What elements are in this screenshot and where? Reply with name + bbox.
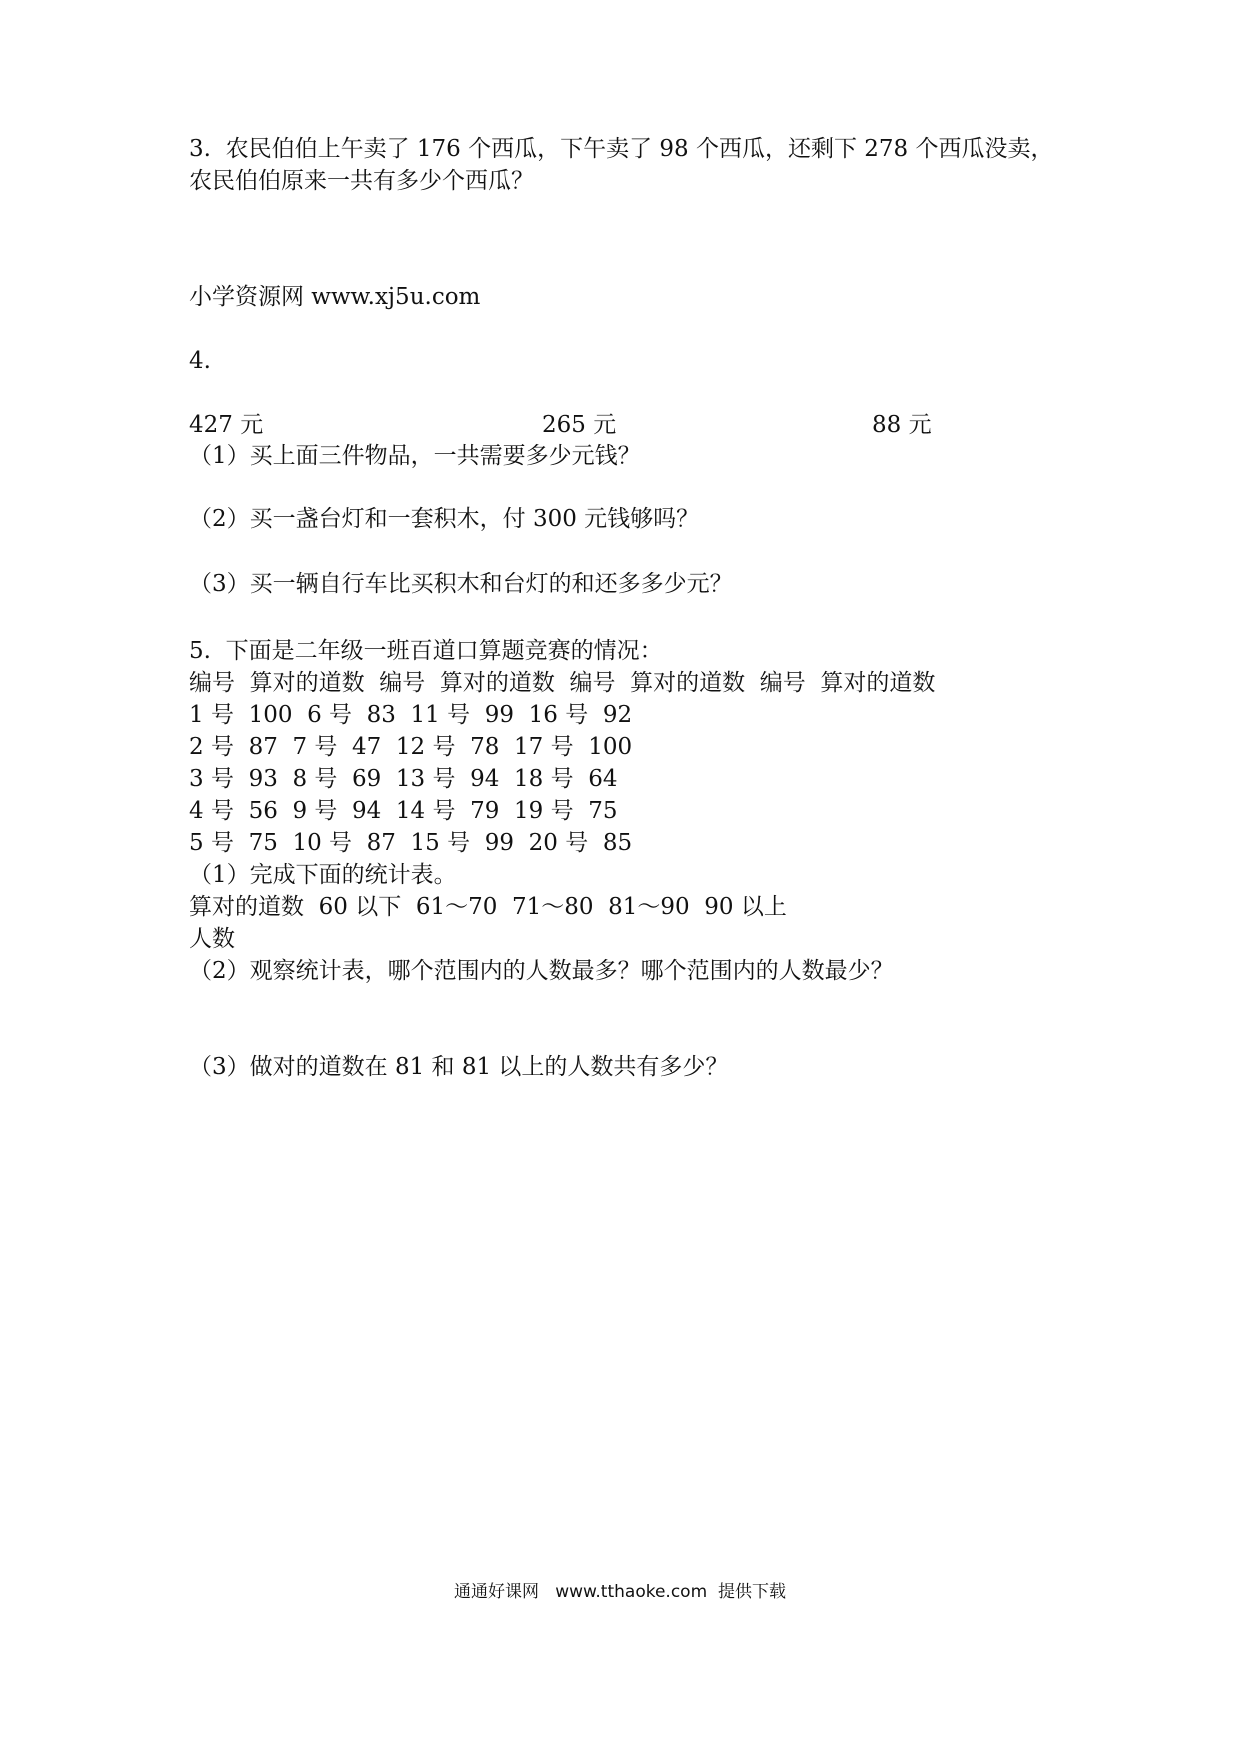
score-list-row: 2 号 87 7 号 47 12 号 78 17 号 100 bbox=[189, 734, 633, 760]
question-4-number: 4. bbox=[189, 348, 211, 374]
statistics-table-row: 人数 bbox=[189, 926, 235, 952]
question-4-sub-1: （1）买上面三件物品，一共需要多少元钱？ bbox=[189, 443, 641, 469]
price-item-1: 427 元 bbox=[189, 412, 264, 438]
score-list-row: 1 号 100 6 号 83 11 号 99 16 号 92 bbox=[189, 702, 633, 728]
question-5-sub-2: （2）观察统计表，哪个范围内的人数最多？哪个范围内的人数最少？ bbox=[189, 958, 894, 984]
question-3-line-2: 农民伯伯原来一共有多少个西瓜？ bbox=[189, 168, 534, 194]
question-3-line-1: 3. 农民伯伯上午卖了 176 个西瓜，下午卖了 98 个西瓜，还剩下 278 个西瓜没卖， bbox=[189, 136, 1054, 162]
score-list-header: 编号 算对的道数 编号 算对的道数 编号 算对的道数 编号 算对的道数 bbox=[189, 670, 936, 696]
question-5-sub-1: （1）完成下面的统计表。 bbox=[189, 862, 457, 888]
score-list-row: 3 号 93 8 号 69 13 号 94 18 号 64 bbox=[189, 766, 618, 792]
footer-text: 通通好课网 www.tthaoke.com 提供下载 bbox=[454, 1582, 786, 1602]
question-5-intro: 5. 下面是二年级一班百道口算题竞赛的情况： bbox=[189, 638, 663, 664]
question-5-sub-3: （3）做对的道数在 81 和 81 以上的人数共有多少？ bbox=[189, 1054, 729, 1080]
watermark-text: 小学资源网 www.xj5u.com bbox=[189, 284, 481, 310]
score-list-row: 4 号 56 9 号 94 14 号 79 19 号 75 bbox=[189, 798, 618, 824]
statistics-table-header: 算对的道数 60 以下 61～70 71～80 81～90 90 以上 bbox=[189, 894, 787, 920]
question-4-sub-2: （2）买一盏台灯和一套积木，付 300 元钱够吗？ bbox=[189, 506, 700, 532]
question-4-sub-3: （3）买一辆自行车比买积木和台灯的和还多多少元？ bbox=[189, 571, 733, 597]
score-list-row: 5 号 75 10 号 87 15 号 99 20 号 85 bbox=[189, 830, 633, 856]
price-item-3: 88 元 bbox=[872, 412, 932, 438]
price-item-2: 265 元 bbox=[542, 412, 617, 438]
